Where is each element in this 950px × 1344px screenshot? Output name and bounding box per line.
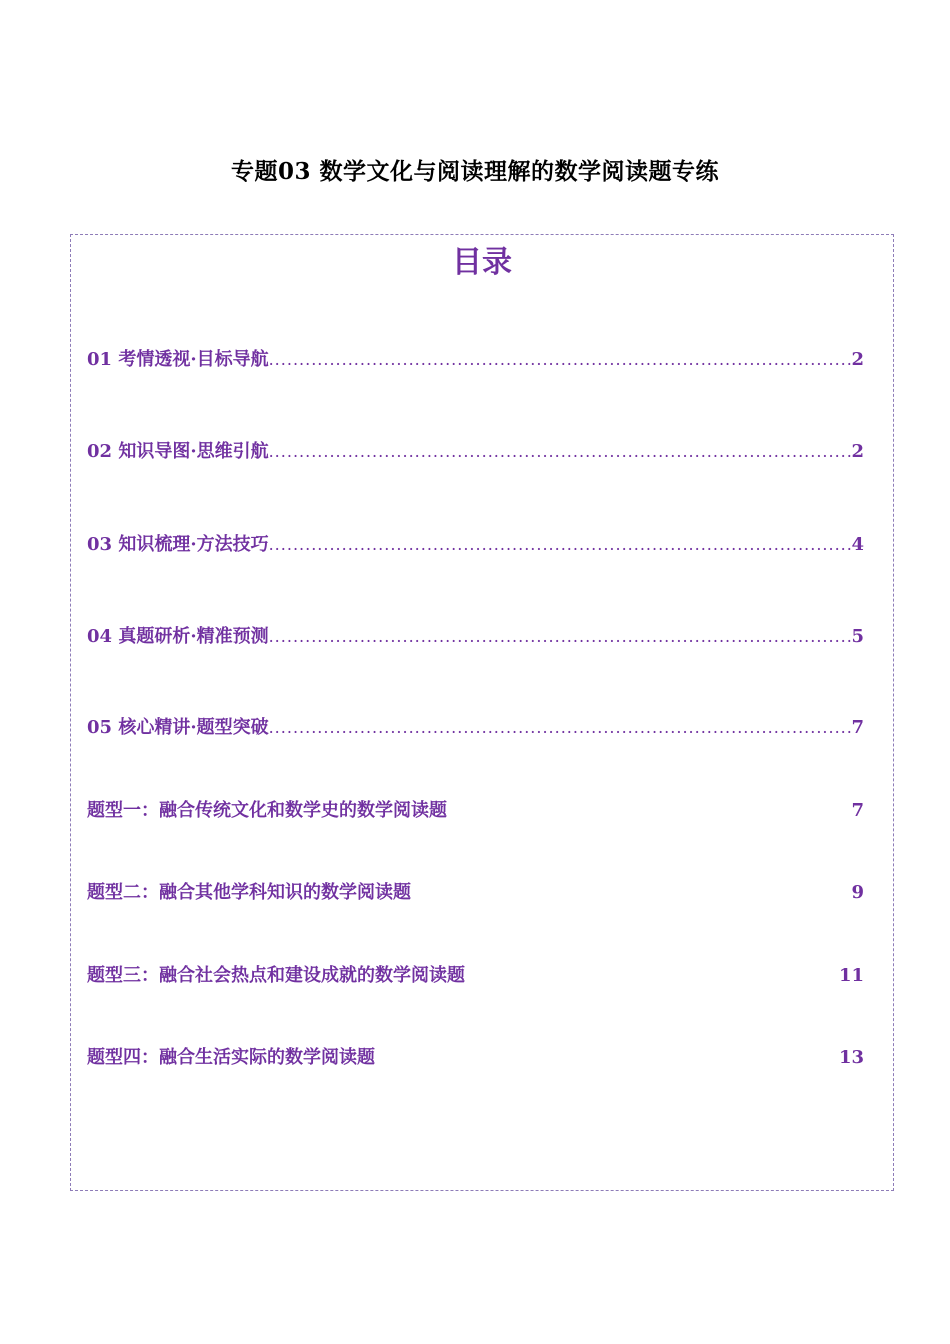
toc-leader-dots xyxy=(269,442,852,461)
toc-entry-label: 题型一：融合传统文化和数学史的数学阅读题 xyxy=(87,800,447,821)
toc-entry-type-2[interactable] xyxy=(87,878,864,904)
toc-entry-label: 题型三：融合社会热点和建设成就的数学阅读题 xyxy=(87,965,465,986)
toc-entry-page: 4 xyxy=(851,534,864,555)
toc-entry-04[interactable] xyxy=(87,622,864,648)
toc-entry-label: 04 真题研析·精准预测 xyxy=(87,626,269,647)
table-of-contents xyxy=(70,234,894,1191)
toc-entry-label: 题型二：融合其他学科知识的数学阅读题 xyxy=(87,882,411,903)
toc-entry-02[interactable] xyxy=(87,437,864,463)
toc-entry-label: 03 知识梳理·方法技巧 xyxy=(87,534,269,555)
toc-leader-dots xyxy=(269,535,852,554)
toc-entry-page: 9 xyxy=(851,882,864,903)
toc-entry-page: 7 xyxy=(851,800,864,821)
toc-entry-01[interactable] xyxy=(87,345,864,371)
toc-entry-page: 13 xyxy=(838,1047,864,1068)
toc-leader-dots xyxy=(269,718,852,737)
toc-leader-dots xyxy=(269,627,852,646)
toc-entry-type-4[interactable] xyxy=(87,1043,864,1069)
toc-entry-type-1[interactable] xyxy=(87,796,864,822)
toc-heading: 目录 xyxy=(452,245,512,280)
toc-leader-dots xyxy=(269,350,852,369)
toc-entry-05[interactable] xyxy=(87,713,864,739)
toc-entry-03[interactable] xyxy=(87,530,864,556)
toc-entry-label: 01 考情透视·目标导航 xyxy=(87,349,269,370)
toc-entry-page: 7 xyxy=(851,717,864,738)
toc-entry-page: 5 xyxy=(851,626,864,647)
toc-entry-page: 2 xyxy=(851,441,864,462)
document-title: 专题03 数学文化与阅读理解的数学阅读题专练 xyxy=(230,158,719,185)
toc-entry-page: 2 xyxy=(851,349,864,370)
toc-entry-page: 11 xyxy=(838,965,864,986)
toc-entry-label: 题型四：融合生活实际的数学阅读题 xyxy=(87,1047,375,1068)
toc-entry-type-3[interactable] xyxy=(87,961,864,987)
toc-entry-label: 05 核心精讲·题型突破 xyxy=(87,717,269,738)
toc-entry-label: 02 知识导图·思维引航 xyxy=(87,441,269,462)
